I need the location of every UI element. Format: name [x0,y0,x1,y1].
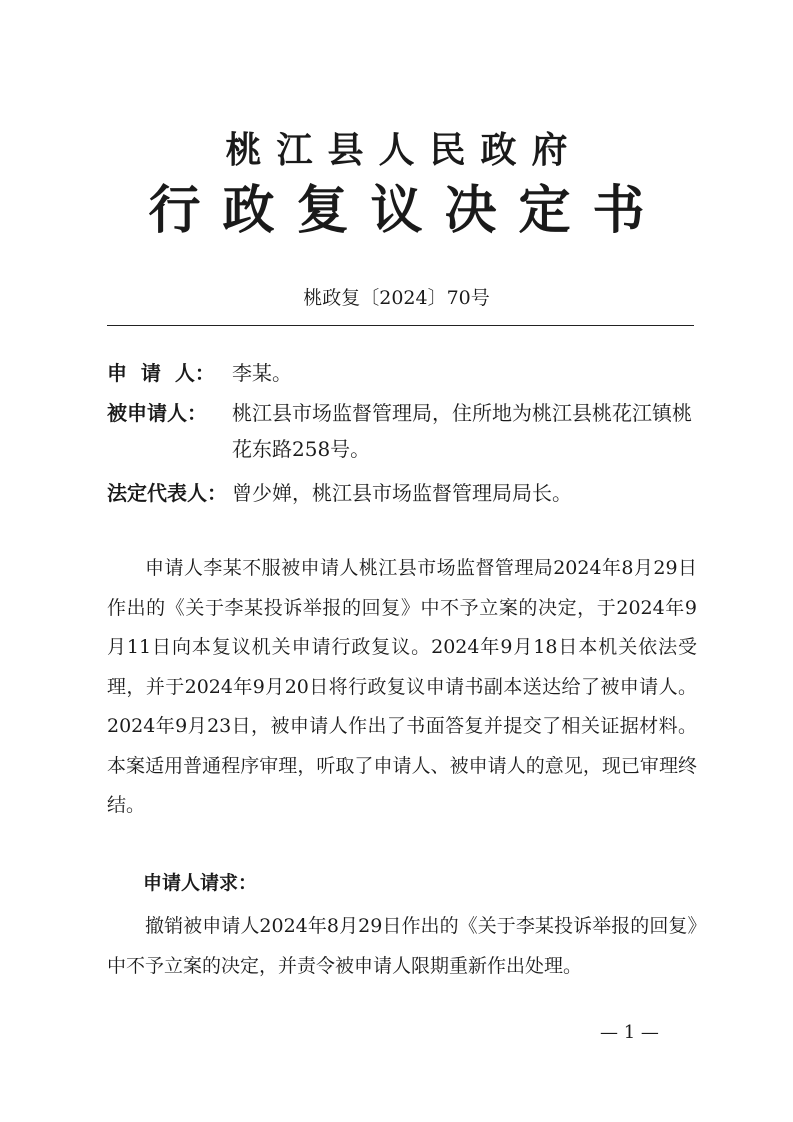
request-paragraph: 撤销被申请人2024年8月29日作出的《关于李某投诉举报的回复》中不予立案的决定，并责令被申请人限期重新作出处理。 [107,915,697,977]
request-heading: 申请人请求： [143,872,258,894]
document-type-title: 行政复议决定书 [148,181,667,241]
party-label: 申 请 人： [107,361,215,385]
party-value: 桃江县市场监督管理局，住所地为桃江县桃花江镇桃花东路258号。 [232,401,692,461]
page-number: — 1 — [600,1022,659,1043]
header-divider [107,325,694,326]
party-legal-representative [107,475,707,511]
party-applicant [107,355,707,391]
issuer-title: 桃江县人民政府 [225,130,583,171]
party-label: 法定代表人： [107,481,227,505]
facts-paragraph: 申请人李某不服被申请人桃江县市场监督管理局2024年8月29日作出的《关于李某投诉举报的回复》中不予立案的决定，于2024年9月11日向本复议机关申请行政复议。2024年9月18日本机关依法受理，并于2024年9月20日将行政复议申请书副本送达给了被申请人。2024年9月23日，被申请人作出了书面答复并提交了相关证据材料。本案适用普通程序审理，听取了申请人、被申请人的意见，现已审理终结。 [107,557,697,816]
party-value: 李某。 [232,361,292,385]
party-value: 曾少婵，桃江县市场监督管理局局长。 [232,481,572,505]
party-label: 被申请人： [107,401,207,425]
party-respondent [107,395,707,467]
document-number: 桃政复〔2024〕70号 [303,287,490,309]
